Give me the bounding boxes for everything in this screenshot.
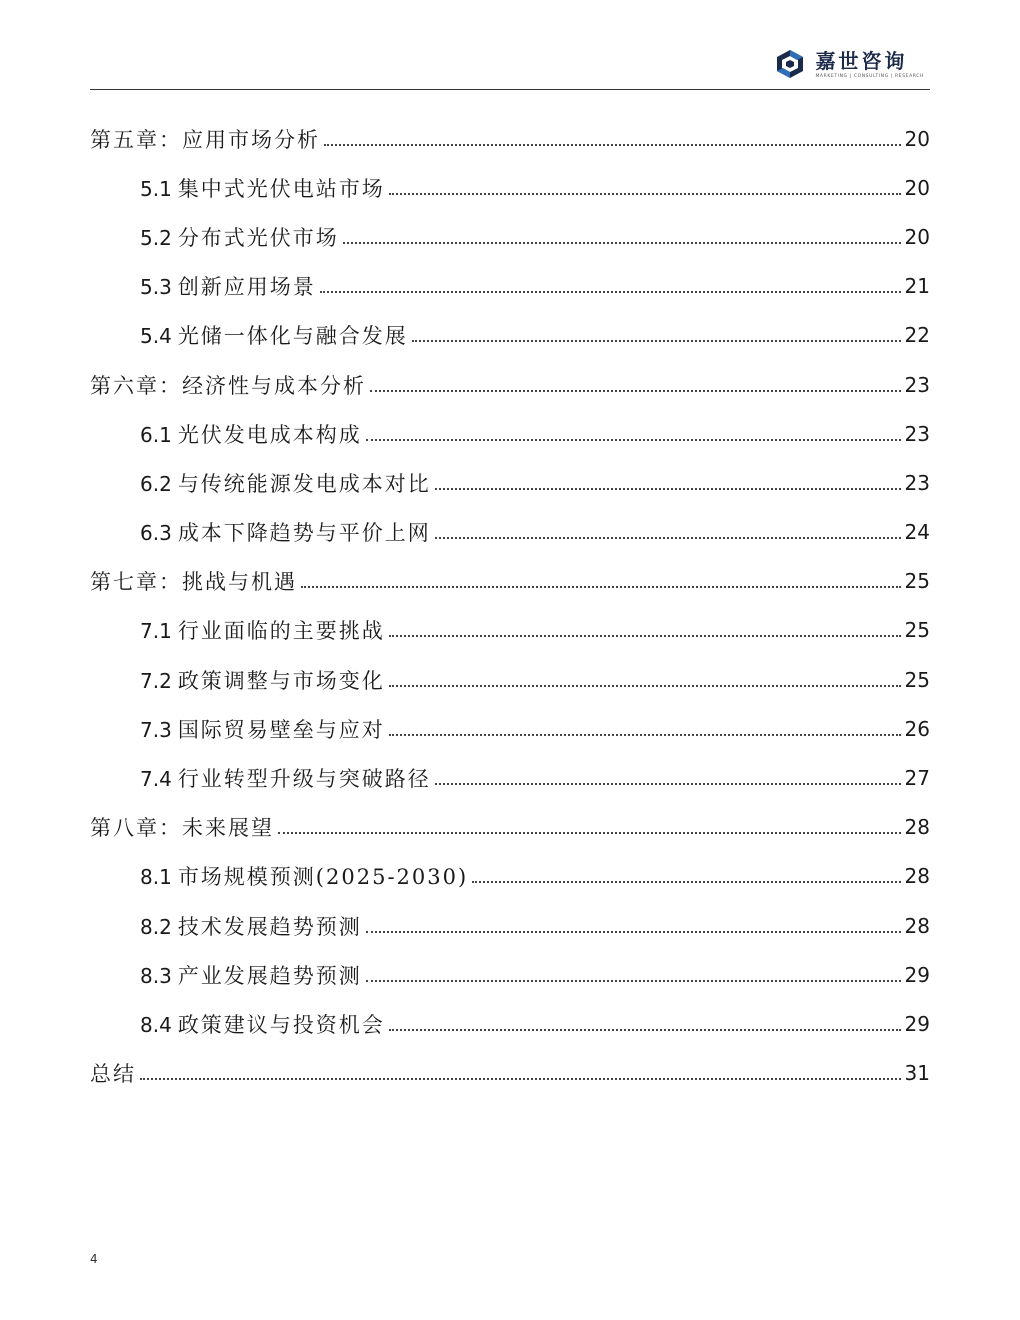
toc-entry-page: 21 bbox=[904, 274, 930, 299]
toc-dot-leader bbox=[366, 439, 901, 441]
toc-entry-title bbox=[140, 714, 385, 744]
toc-dot-leader bbox=[343, 242, 901, 244]
toc-section-entry[interactable] bbox=[90, 262, 930, 311]
toc-section-entry[interactable] bbox=[90, 458, 930, 507]
jiashi-logo-icon bbox=[773, 47, 807, 81]
toc-entry-number: 8.2 bbox=[140, 914, 172, 939]
toc-entry-text: 政策建议与投资机会 bbox=[177, 1012, 385, 1037]
toc-entry-text: 第七章：挑战与机遇 bbox=[90, 570, 297, 595]
toc-entry-page: 23 bbox=[904, 470, 930, 495]
toc-entry-page: 27 bbox=[904, 766, 930, 791]
toc-entry-text: 第六章：经济性与成本分析 bbox=[90, 373, 366, 398]
toc-entry-page: 29 bbox=[904, 1011, 930, 1036]
toc-entry-number: 5.3 bbox=[140, 275, 172, 300]
toc-dot-leader bbox=[140, 1078, 901, 1080]
toc-entry-number: 7.4 bbox=[140, 767, 172, 792]
toc-entry-title bbox=[90, 124, 320, 154]
toc-entry-page: 20 bbox=[904, 175, 930, 200]
page-number: 4 bbox=[90, 1252, 98, 1266]
toc-chapter-entry[interactable] bbox=[90, 557, 930, 606]
toc-dot-leader bbox=[366, 980, 901, 982]
toc-dot-leader bbox=[435, 783, 901, 785]
toc-chapter-entry[interactable] bbox=[90, 803, 930, 852]
toc-dot-leader bbox=[389, 1029, 901, 1031]
toc-section-entry[interactable] bbox=[90, 753, 930, 802]
toc-dot-leader bbox=[370, 390, 901, 392]
toc-entry-title bbox=[140, 1009, 385, 1039]
table-of-contents bbox=[90, 114, 930, 1098]
toc-entry-text: 市场规模预测(2025-2030) bbox=[177, 865, 469, 890]
toc-entry-text: 分布式光伏市场 bbox=[177, 225, 339, 250]
toc-entry-number: 7.3 bbox=[140, 717, 172, 742]
toc-entry-title bbox=[140, 861, 468, 891]
toc-section-entry[interactable] bbox=[90, 508, 930, 557]
toc-entry-number: 5.2 bbox=[140, 225, 172, 250]
toc-dot-leader bbox=[324, 144, 901, 146]
toc-entry-title bbox=[90, 1058, 136, 1088]
toc-entry-title bbox=[140, 763, 431, 793]
toc-entry-page: 29 bbox=[904, 962, 930, 987]
toc-dot-leader bbox=[412, 340, 901, 342]
toc-entry-number: 8.3 bbox=[140, 963, 172, 988]
toc-entry-text: 产业发展趋势预测 bbox=[177, 963, 362, 988]
toc-entry-number: 8.4 bbox=[140, 1012, 172, 1037]
toc-entry-number: 6.1 bbox=[140, 422, 172, 447]
toc-entry-text: 创新应用场景 bbox=[177, 275, 316, 300]
toc-entry-text: 光伏发电成本构成 bbox=[177, 422, 362, 447]
toc-entry-title bbox=[140, 320, 408, 350]
toc-section-entry[interactable] bbox=[90, 901, 930, 950]
toc-entry-page: 25 bbox=[904, 667, 930, 692]
toc-dot-leader bbox=[320, 291, 901, 293]
logo-tagline: MARKETING | CONSULTING | RESEARCH bbox=[815, 73, 924, 79]
toc-entry-title bbox=[90, 370, 366, 400]
toc-entry-title bbox=[140, 222, 339, 252]
toc-dot-leader bbox=[435, 537, 901, 539]
toc-entry-title bbox=[140, 173, 385, 203]
toc-entry-page: 25 bbox=[904, 569, 930, 594]
toc-section-entry[interactable] bbox=[90, 999, 930, 1048]
toc-chapter-entry[interactable] bbox=[90, 114, 930, 163]
toc-section-entry[interactable] bbox=[90, 212, 930, 261]
toc-dot-leader bbox=[389, 193, 901, 195]
toc-section-entry[interactable] bbox=[90, 311, 930, 360]
logo-name: 嘉世咨询 bbox=[815, 48, 908, 73]
toc-chapter-entry[interactable] bbox=[90, 1049, 930, 1098]
toc-entry-text: 总结 bbox=[90, 1062, 136, 1087]
toc-entry-text: 集中式光伏电站市场 bbox=[177, 176, 385, 201]
toc-entry-title bbox=[90, 812, 274, 842]
toc-entry-number: 6.2 bbox=[140, 471, 172, 496]
toc-entry-page: 28 bbox=[904, 815, 930, 840]
toc-section-entry[interactable] bbox=[90, 163, 930, 212]
toc-entry-page: 20 bbox=[904, 126, 930, 151]
toc-entry-page: 28 bbox=[904, 864, 930, 889]
toc-entry-number: 8.1 bbox=[140, 865, 172, 890]
toc-entry-text: 与传统能源发电成本对比 bbox=[177, 471, 431, 496]
header-rule bbox=[90, 89, 930, 90]
toc-entry-number: 6.3 bbox=[140, 521, 172, 546]
company-logo bbox=[773, 44, 924, 84]
toc-entry-text: 行业面临的主要挑战 bbox=[177, 619, 385, 644]
toc-entry-page: 23 bbox=[904, 372, 930, 397]
toc-entry-page: 20 bbox=[904, 224, 930, 249]
toc-section-entry[interactable] bbox=[90, 655, 930, 704]
toc-entry-page: 25 bbox=[904, 618, 930, 643]
page-header bbox=[90, 40, 930, 90]
toc-entry-text: 政策调整与市场变化 bbox=[177, 668, 385, 693]
toc-entry-title bbox=[140, 419, 362, 449]
toc-entry-text: 成本下降趋势与平价上网 bbox=[177, 521, 431, 546]
toc-entry-title bbox=[90, 566, 297, 596]
toc-chapter-entry[interactable] bbox=[90, 360, 930, 409]
toc-dot-leader bbox=[472, 881, 900, 883]
toc-entry-page: 28 bbox=[904, 913, 930, 938]
toc-entry-text: 技术发展趋势预测 bbox=[177, 914, 362, 939]
toc-section-entry[interactable] bbox=[90, 950, 930, 999]
toc-entry-page: 31 bbox=[904, 1061, 930, 1086]
toc-entry-text: 第八章：未来展望 bbox=[90, 816, 274, 841]
toc-entry-page: 23 bbox=[904, 421, 930, 446]
toc-entry-text: 光储一体化与融合发展 bbox=[177, 324, 408, 349]
toc-entry-title bbox=[140, 665, 385, 695]
toc-entry-title bbox=[140, 517, 431, 547]
toc-entry-text: 行业转型升级与突破路径 bbox=[177, 767, 431, 792]
toc-dot-leader bbox=[435, 488, 901, 490]
toc-entry-text: 第五章：应用市场分析 bbox=[90, 127, 320, 152]
toc-entry-number: 7.2 bbox=[140, 668, 172, 693]
toc-entry-page: 26 bbox=[904, 716, 930, 741]
toc-entry-text: 国际贸易壁垒与应对 bbox=[177, 717, 385, 742]
toc-entry-number: 5.4 bbox=[140, 324, 172, 349]
toc-entry-title bbox=[140, 271, 316, 301]
toc-section-entry[interactable] bbox=[90, 704, 930, 753]
toc-dot-leader bbox=[278, 832, 901, 834]
toc-dot-leader bbox=[389, 635, 901, 637]
toc-entry-title bbox=[140, 468, 431, 498]
toc-dot-leader bbox=[389, 685, 901, 687]
toc-section-entry[interactable] bbox=[90, 409, 930, 458]
toc-entry-page: 24 bbox=[904, 520, 930, 545]
toc-section-entry[interactable] bbox=[90, 852, 930, 901]
toc-entry-page: 22 bbox=[904, 323, 930, 348]
toc-dot-leader bbox=[301, 586, 901, 588]
toc-entry-number: 7.1 bbox=[140, 619, 172, 644]
toc-entry-title bbox=[140, 615, 385, 645]
toc-dot-leader bbox=[389, 734, 901, 736]
toc-entry-number: 5.1 bbox=[140, 176, 172, 201]
toc-entry-title bbox=[140, 911, 362, 941]
toc-dot-leader bbox=[366, 931, 901, 933]
toc-section-entry[interactable] bbox=[90, 606, 930, 655]
toc-entry-title bbox=[140, 960, 362, 990]
